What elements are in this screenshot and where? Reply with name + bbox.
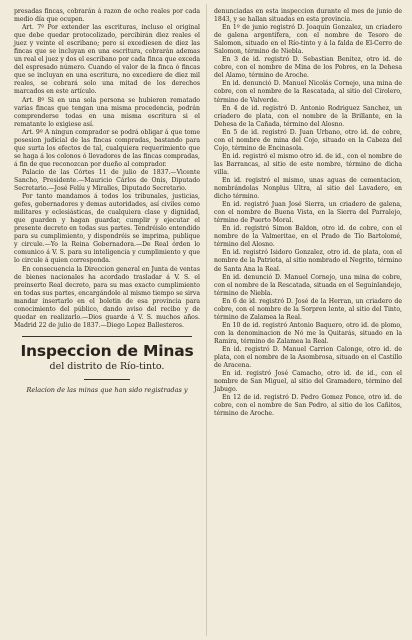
mine-entry: En id. registró Isidoro Gonzalez, otro id. de plata, con el nombre de la Patriota, al sitio nombrado el Negrito, término de Santa Ana la Real. [214, 249, 402, 273]
mine-entry: En id. registró D. Manuel Carrion Calonge, otro id. de plata, con el nombre de la Asombrosa, situado en el Castillo de Aracena. [214, 345, 402, 370]
left-paragraph: presadas fincas, cobrarán á razon de ocho reales por cada medio día que ocupen. [14, 8, 200, 24]
mine-entry: En id. denunció D. Manuel Nicolás Cornejo, una mina de cobre, con el nombre de la Rescatada, al sitio del Cirolero, término de Valverde. [214, 80, 402, 104]
mine-entry: En id. registró Simon Baldon, otro id. de cobre, con el nombre de la Valmeritae, en el Prado de Tío Bartolomé, término del Alosno. [214, 225, 402, 249]
mine-entry: En id. denunció D. Manuel Cornejo, una mina de cobre, con el nombre de la Rescatada, situada en el Seguinlandejo, término de Niebla. [214, 273, 402, 297]
mine-entry: denunciadas en esta inspeccion durante el mes de junio de 1843, y se hallan situadas en esta provincia. [214, 8, 402, 24]
mine-entry: En 1º de junio registró D. Joaquin Gonzalez, un criadero de galena argentífera, con el nombre de Tesoro de Salomon, situado en el Río-tinto y á la falda de El-Cerro de Salomon, término de Niebla. [214, 24, 402, 56]
left-paragraph: Art. 8º Si en una sola persona se hubieren rematado varias fincas que tengan una misma procedencia, podrán comprenderse todas en una misma escritura si el rematante lo exigiese así. [14, 96, 200, 128]
mine-entry: En id. registró José Camacho, otro id. de id., con el nombre de San Miguel, al sitio del Gramadero, término del Jabugo. [214, 370, 402, 394]
mine-entry: En 4 de id. registró D. Antonio Rodriguez Sanchez, un criadero de plata, con el nombre de la Brillante, en la Dehesa de la Cañada, término del Alosno. [214, 104, 402, 128]
section-heading: Inspeccion de Minas [20, 341, 194, 360]
left-paragraph: En consecuencia la Direccion general en Junta de ventas de bienes nacionales ha acordado trasladar á V. S. el preinserto Real decreto, para su mas exacto cumplimiento en todas sus partes, encargándole al mismo tiempo se sirva mandar insertarlo en el boletin de esa provincia para conocimiento del público, dando aviso del recibo y de quedar en realizarlo.—Dios guarde á V. S. muchos años. Madrid 22 de julio de 1837.—Diego Lopez Ballesteros. [14, 265, 201, 329]
left-paragraph: Palacio de las Córtes 11 de julio de 1837.—Vicente Sancho, Presidente.—Mauricio Cárlos de Onis, Diputado Secretario.—José Felíu y Miralles, Diputado Secretario. [14, 168, 200, 193]
mine-entry: En 6 de id. registró D. José de la Herran, un criadero de cobre, con el nombre de la Sorpren lente, al sitio del Tinto, término de Zalamea la Real. [214, 297, 402, 321]
right-column [214, 8, 402, 418]
mine-entry: En 5 de id. registró D. Juan Urbano, otro id. de cobre, con el nombre de mina del Cojo, situado en la Cabeza del Cojo, término de Encinasola. [214, 128, 402, 152]
left-column [14, 8, 200, 394]
section-rule-short [84, 379, 130, 380]
section-rule [22, 336, 192, 337]
left-paragraph: Art. 7º Por extender las escrituras, incluso el original que debe quedar protocolizado, percibirán diez reales el juez y veinte el escribano; pero si excediesen de diez las fincas que se incluyan en una escritura, cobrarán ademas un real el juez y dos el escribano por cada finca que exceda del espresado número. Cuando el valor de la finca ó fincas que se incluyan en una escritura, no excediere de diez mil reales, se cobrará solo una mitad de los derechos marcados en este artículo. [14, 24, 200, 96]
mine-entry: En id. registró el mismo, unas aguas de cementacion, nombrándolas Nonplus Ultra, al sitio del Lavadero, en dicho término. [214, 176, 402, 201]
mine-entry: En id. registró Juan José Sierra, un criadero de galena, con el nombre de Buena Vista, en la Sierra del Parralejo, término de Puerto Moral. [214, 201, 402, 225]
mine-entry: En id. registró el mismo otro id. de id., con el nombre de las Barrancas, al sitio de este nombre, término de dicha villa. [214, 152, 402, 176]
section-subheading: del distrito de Río-tinto. [49, 360, 165, 372]
mine-entry: En 10 de id. registró Antonio Baquero, otro id. de plomo, con la denominacion de Nó me la Quitarás, situado en la Ramira, término de Zalamea la Real. [214, 321, 402, 345]
mine-entry: En 12 de id. registró D. Pedro Gomez Ponce, otro id. de cobre, con el nombre de San Pedro, al sitio de los Cañitos, término de Aroche. [214, 394, 402, 418]
column-divider [206, 4, 207, 636]
section-lead: Relacion de las minas que han sido registradas y [26, 385, 188, 394]
left-paragraph: Por tanto mandamos á todos los tribunales, justicias, gefes, gobernadores y demas autoridades, así civiles como militares y eclesiásticas, de cualquiera clase y dignidad, que guarden y hagan guardar, cumplir y ejecutar el presente decreto en todas sus partes. Tendréislo entendido para su cumplimiento, y dispondréis se imprima, publique y circule.—Yo la Reina Gobernadora.—De Real órden lo comunico á V. S. para su inteligencia y cumplimiento y que lo circule á quien corresponda. [14, 193, 200, 265]
left-paragraph: Art. 9º A ningun comprador se podrá obligar á que tome posesion judicial de las fincas compradas, bastando para que surta los efectos de tal, cualquiera requerimiento que se haga á los colonos ó llevadores de las fincas compradas, á fin de que reconozcan por dueño al comprador. [14, 128, 200, 168]
mine-entry: En 3 de id. registró D. Sebastian Benitez, otro id. de cobre, con el nombre de Mina de los Pobres, en la Dehesa del Alamo, término de Aroche. [214, 56, 402, 80]
